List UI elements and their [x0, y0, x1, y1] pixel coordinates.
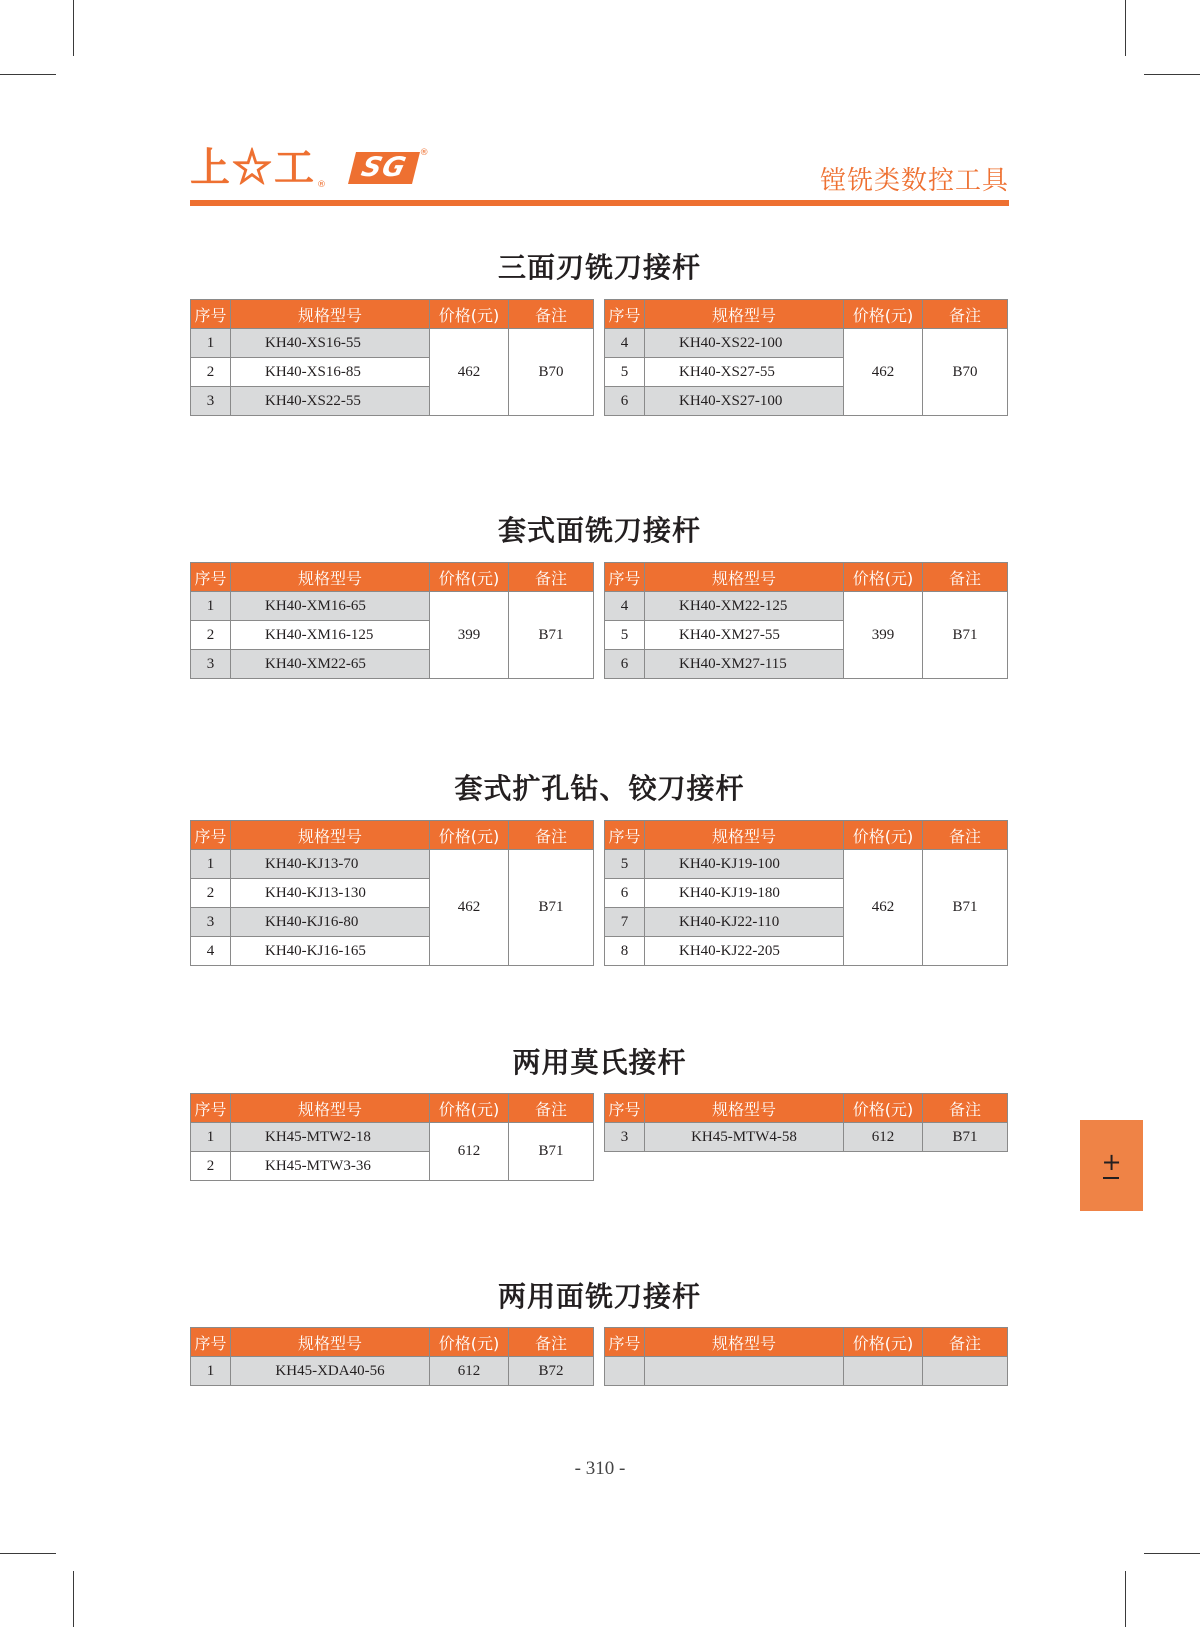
section-title: 三面刃铣刀接杆 [497, 251, 701, 284]
header-note: 备注 [923, 1094, 1008, 1123]
row-index: 4 [605, 592, 645, 621]
table-header-row [191, 563, 594, 592]
model-number: KH40-XS16-55 [231, 329, 430, 358]
model-number: KH40-XM16-65 [231, 592, 430, 621]
header-model: 规格型号 [645, 821, 844, 850]
model-number: KH40-KJ22-110 [645, 908, 844, 937]
price: 462 [844, 329, 923, 416]
price: 612 [430, 1123, 509, 1181]
note: B70 [509, 329, 594, 416]
logo-chinese-text: 上☆工 [190, 144, 316, 191]
row-index: 6 [605, 387, 645, 416]
row-index: 1 [191, 850, 231, 879]
note: B71 [923, 592, 1008, 679]
model-number: KH45-MTW4-58 [645, 1123, 844, 1152]
header-model: 规格型号 [231, 821, 430, 850]
table-row [191, 329, 594, 358]
header-price: 价格(元) [844, 563, 923, 592]
header-index: 序号 [605, 1328, 645, 1357]
table-header-row [605, 300, 1008, 329]
price: 399 [430, 592, 509, 679]
brand-logo [190, 146, 429, 190]
row-index: 8 [605, 937, 645, 966]
section-title: 两用面铣刀接杆 [497, 1280, 701, 1313]
row-index [605, 1357, 645, 1386]
model-number: KH40-XS27-55 [645, 358, 844, 387]
model-number: KH45-MTW2-18 [231, 1123, 430, 1152]
row-index: 1 [191, 592, 231, 621]
header-price: 价格(元) [844, 1094, 923, 1123]
model-number: KH40-XM16-125 [231, 621, 430, 650]
page-header [190, 146, 1009, 208]
table-header-row [605, 1328, 1008, 1357]
price: 612 [430, 1357, 509, 1386]
header-note: 备注 [923, 1328, 1008, 1357]
model-number: KH40-KJ13-130 [231, 879, 430, 908]
header-model: 规格型号 [645, 1094, 844, 1123]
header-note: 备注 [509, 821, 594, 850]
header-index: 序号 [191, 1328, 231, 1357]
row-index: 4 [191, 937, 231, 966]
row-index: 1 [191, 1357, 231, 1386]
model-number: KH40-KJ13-70 [231, 850, 430, 879]
header-model: 规格型号 [231, 300, 430, 329]
note: B71 [509, 850, 594, 966]
crop-mark [0, 1553, 56, 1554]
header-price: 价格(元) [844, 300, 923, 329]
header-note: 备注 [509, 563, 594, 592]
header-price: 价格(元) [430, 300, 509, 329]
side-tab [1080, 1120, 1143, 1211]
price-table [190, 562, 594, 679]
header-price: 价格(元) [430, 1094, 509, 1123]
table-header-row [605, 1094, 1008, 1123]
section-title: 套式面铣刀接杆 [497, 514, 701, 547]
model-number: KH40-KJ19-100 [645, 850, 844, 879]
table-header-row [605, 821, 1008, 850]
model-number: KH40-KJ19-180 [645, 879, 844, 908]
row-index: 4 [605, 329, 645, 358]
registered-mark: ® [419, 148, 429, 158]
plus-minus-icon: + [1101, 1153, 1121, 1179]
header-model: 规格型号 [645, 1328, 844, 1357]
price: 612 [844, 1123, 923, 1152]
crop-mark [1144, 1553, 1200, 1554]
logo-sg-mark: SG [348, 152, 420, 184]
model-number: KH40-KJ22-205 [645, 937, 844, 966]
table-header-row [605, 563, 1008, 592]
row-index: 5 [605, 358, 645, 387]
note: B70 [923, 329, 1008, 416]
price-table [190, 820, 594, 966]
row-index: 6 [605, 650, 645, 679]
table-row [191, 592, 594, 621]
price-table [190, 1093, 594, 1181]
note: B71 [923, 850, 1008, 966]
model-number: KH40-XS22-55 [231, 387, 430, 416]
table-header-row [191, 1328, 594, 1357]
crop-mark [1125, 1571, 1126, 1627]
header-price: 价格(元) [430, 563, 509, 592]
model-number: KH40-XS22-100 [645, 329, 844, 358]
row-index: 6 [605, 879, 645, 908]
header-model: 规格型号 [231, 1328, 430, 1357]
model-number: KH45-XDA40-56 [231, 1357, 430, 1386]
header-note: 备注 [923, 300, 1008, 329]
table-header-row [191, 821, 594, 850]
header-note: 备注 [923, 563, 1008, 592]
header-index: 序号 [605, 300, 645, 329]
header-price: 价格(元) [430, 821, 509, 850]
table-header-row [191, 300, 594, 329]
table-row [605, 1357, 1008, 1386]
table-row [605, 850, 1008, 879]
price [844, 1357, 923, 1386]
model-number: KH40-XM22-125 [645, 592, 844, 621]
row-index: 3 [605, 1123, 645, 1152]
row-index: 3 [191, 387, 231, 416]
crop-mark [1125, 0, 1126, 56]
model-number: KH40-KJ16-80 [231, 908, 430, 937]
row-index: 2 [191, 1152, 231, 1181]
header-model: 规格型号 [645, 563, 844, 592]
header-note: 备注 [509, 300, 594, 329]
note: B71 [509, 592, 594, 679]
section-title: 两用莫氏接杆 [512, 1046, 687, 1079]
header-model: 规格型号 [645, 300, 844, 329]
row-index: 3 [191, 650, 231, 679]
price: 462 [844, 850, 923, 966]
price-table [604, 562, 1008, 679]
model-number: KH40-XS27-100 [645, 387, 844, 416]
row-index: 2 [191, 358, 231, 387]
header-index: 序号 [605, 1094, 645, 1123]
header-index: 序号 [191, 1094, 231, 1123]
price: 462 [430, 850, 509, 966]
table-header-row [191, 1094, 594, 1123]
crop-mark [73, 1571, 74, 1627]
model-number: KH40-XM27-55 [645, 621, 844, 650]
header-model: 规格型号 [231, 563, 430, 592]
table-row [605, 329, 1008, 358]
note [923, 1357, 1008, 1386]
crop-mark [0, 74, 56, 75]
price-table [604, 1093, 1008, 1152]
header-index: 序号 [605, 563, 645, 592]
section-title: 套式扩孔钻、铰刀接杆 [454, 772, 745, 805]
row-index: 2 [191, 621, 231, 650]
header-index: 序号 [191, 563, 231, 592]
price: 399 [844, 592, 923, 679]
note: B71 [509, 1123, 594, 1181]
price-table [190, 1327, 594, 1386]
header-price: 价格(元) [844, 1328, 923, 1357]
header-rule [190, 200, 1009, 206]
row-index: 3 [191, 908, 231, 937]
registered-mark: ® [317, 180, 326, 190]
row-index: 2 [191, 879, 231, 908]
row-index: 1 [191, 1123, 231, 1152]
table-row [605, 1123, 1008, 1152]
model-number: KH40-KJ16-165 [231, 937, 430, 966]
model-number: KH40-XS16-85 [231, 358, 430, 387]
note: B72 [509, 1357, 594, 1386]
catalog-category-title: 镗铣类数控工具 [819, 166, 1009, 196]
table-row [191, 1123, 594, 1152]
model-number: KH45-MTW3-36 [231, 1152, 430, 1181]
header-index: 序号 [191, 821, 231, 850]
row-index: 5 [605, 850, 645, 879]
model-number [645, 1357, 844, 1386]
header-note: 备注 [509, 1328, 594, 1357]
crop-mark [1144, 74, 1200, 75]
header-index: 序号 [605, 821, 645, 850]
header-price: 价格(元) [430, 1328, 509, 1357]
header-model: 规格型号 [231, 1094, 430, 1123]
table-row [191, 1357, 594, 1386]
crop-mark [73, 0, 74, 56]
header-note: 备注 [509, 1094, 594, 1123]
header-price: 价格(元) [844, 821, 923, 850]
table-row [605, 592, 1008, 621]
price-table [604, 820, 1008, 966]
header-index: 序号 [191, 300, 231, 329]
note: B71 [923, 1123, 1008, 1152]
row-index: 1 [191, 329, 231, 358]
price-table [190, 299, 594, 416]
price: 462 [430, 329, 509, 416]
price-table [604, 1327, 1008, 1386]
row-index: 7 [605, 908, 645, 937]
row-index: 5 [605, 621, 645, 650]
model-number: KH40-XM22-65 [231, 650, 430, 679]
page-number: - 310 - [574, 1458, 626, 1479]
model-number: KH40-XM27-115 [645, 650, 844, 679]
header-note: 备注 [923, 821, 1008, 850]
table-row [191, 850, 594, 879]
price-table [604, 299, 1008, 416]
